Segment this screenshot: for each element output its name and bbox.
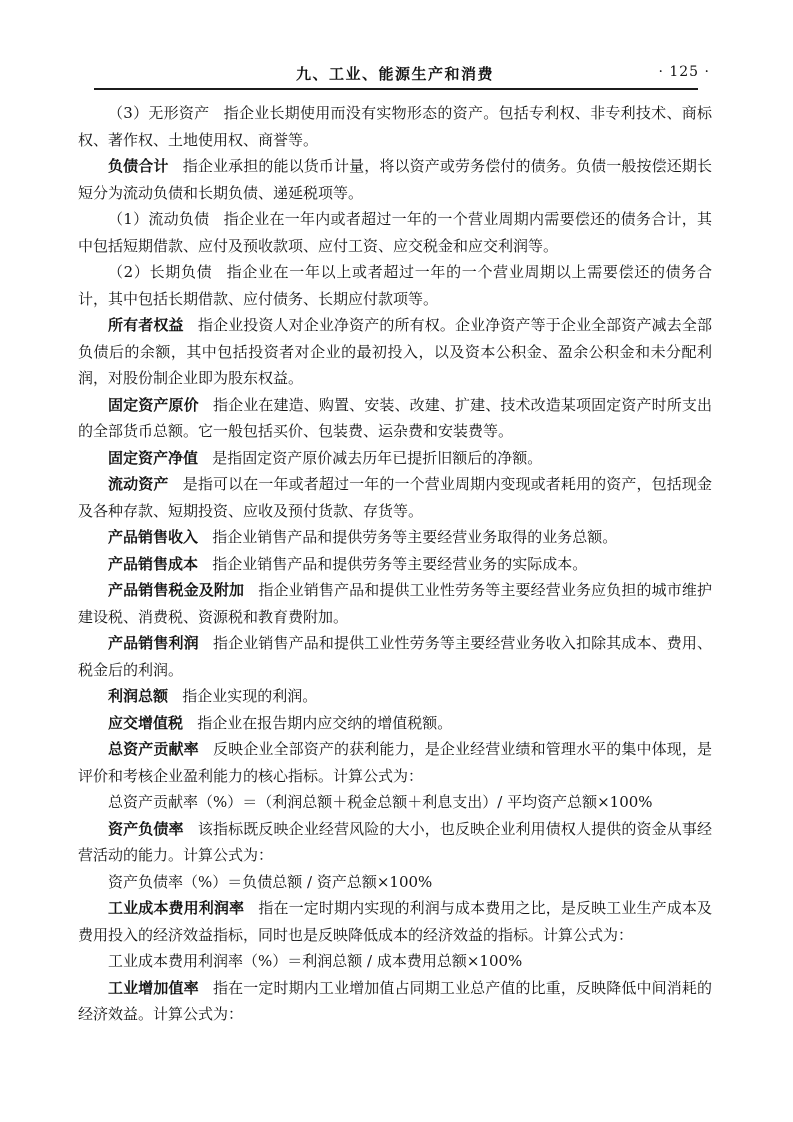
term-label: 流动资产 bbox=[108, 475, 169, 493]
term-label: 资产负债率 bbox=[108, 819, 184, 838]
term-label: 总资产贡献率 bbox=[108, 740, 199, 758]
term-definition: 指企业在一年以上或者超过一年的一个营业周期以上需要偿还的债务合计，其中包括长期借款、应付债务、长期应付款项等。 bbox=[78, 263, 712, 308]
definition-entry bbox=[78, 816, 712, 869]
definition-entry bbox=[78, 100, 712, 153]
definition-entry bbox=[78, 630, 712, 683]
term-definition: 指企业投资人对企业净资产的所有权。企业净资产等于企业全部资产减去全部负债后的余额，其中包括投资者对企业的最初投入，以及资本公积金、盈余公积金和未分配利润，对股份制企业即为股东权益。 bbox=[78, 316, 712, 387]
definition-entry bbox=[78, 259, 712, 312]
definition-entry bbox=[78, 710, 712, 737]
body-text bbox=[78, 100, 712, 1028]
term-definition: 指企业承担的能以货币计量，将以资产或劳务偿付的债务。负债一般按偿还期长短分为流动负债和长期负债、递延税项等。 bbox=[78, 157, 712, 202]
term-label: 固定资产原价 bbox=[108, 395, 199, 414]
definition-entry bbox=[78, 392, 712, 445]
formula-line: 总资产贡献率（%）＝（利润总额＋税金总额＋利息支出）/ 平均资产总额×100% bbox=[108, 793, 653, 811]
definition-entry bbox=[78, 206, 712, 259]
term-label: 产品销售税金及附加 bbox=[108, 581, 245, 599]
definition-entry bbox=[78, 577, 712, 630]
page-header bbox=[78, 63, 712, 85]
definition-entry bbox=[78, 524, 712, 551]
term-label: 应交增值税 bbox=[108, 713, 184, 732]
term-definition: 指企业在报告期内应交纳的增值税额。 bbox=[197, 713, 453, 732]
term-label: 工业增加值率 bbox=[108, 978, 199, 997]
term-definition: 指企业实现的利润。 bbox=[182, 687, 318, 705]
term-label: 固定资产净值 bbox=[108, 448, 199, 467]
term-definition: 指在一定时期内实现的利润与成本费用之比，是反映工业生产成本及费用投入的经济效益指标，同时也是反映降低成本的经济效益的指标。计算公式为： bbox=[78, 899, 712, 944]
formula-line: 资产负债率（%）＝负债总额 / 资产总额×100% bbox=[108, 872, 433, 891]
header-rule bbox=[94, 88, 698, 90]
term-label: 产品销售收入 bbox=[108, 528, 199, 546]
term-label: （1）流动负债 bbox=[108, 210, 210, 228]
term-label: 所有者权益 bbox=[108, 316, 184, 334]
term-definition: 指企业在一年内或者超过一年的一个营业周期内需要偿还的债务合计，其中包括短期借款、应付及预收款项、应付工资、应交税金和应交利润等。 bbox=[78, 210, 712, 255]
term-definition: 指企业在建造、购置、安装、改建、扩建、技术改造某项固定资产时所支出的全部货币总额。它一般包括买价、包装费、运杂费和安装费等。 bbox=[78, 395, 712, 440]
term-label: 利润总额 bbox=[108, 687, 169, 705]
term-definition: 指企业销售产品和提供工业性劳务等主要经营业务应负担的城市维护建设税、消费税、资源税和教育费附加。 bbox=[78, 581, 712, 626]
term-label: 产品销售成本 bbox=[108, 554, 199, 573]
definition-entry bbox=[78, 153, 712, 206]
term-definition: 指在一定时期内工业增加值占同期工业总产值的比重，反映降低中间消耗的经济效益。计算公式为： bbox=[78, 978, 712, 1023]
definition-entry bbox=[78, 551, 712, 578]
term-definition: 指企业销售产品和提供劳务等主要经营业务取得的业务总额。 bbox=[212, 528, 618, 546]
definition-entry bbox=[78, 975, 712, 1028]
running-header-title: 九、工业、能源生产和消费 bbox=[295, 65, 495, 83]
definition-entry bbox=[78, 312, 712, 392]
term-definition: 反映企业全部资产的获利能力，是企业经营业绩和管理水平的集中体现，是评价和考核企业盈利能力的核心指标。计算公式为： bbox=[78, 740, 712, 785]
term-label: 产品销售利润 bbox=[108, 634, 199, 652]
term-definition: 指企业销售产品和提供劳务等主要经营业务的实际成本。 bbox=[212, 554, 588, 573]
term-label: （3）无形资产 bbox=[108, 104, 210, 122]
term-definition: 是指可以在一年或者超过一年的一个营业周期内变现或者耗用的资产，包括现金及各种存款、短期投资、应收及预付货款、存货等。 bbox=[78, 475, 712, 520]
term-label: （2）长期负债 bbox=[108, 263, 213, 281]
term-definition: 指企业销售产品和提供工业性劳务等主要经营业务收入扣除其成本、费用、税金后的利润。 bbox=[78, 634, 712, 679]
definition-entry bbox=[78, 895, 712, 948]
term-definition: 指企业长期使用而没有实物形态的资产。包括专利权、非专利技术、商标权、著作权、土地使用权、商誉等。 bbox=[78, 104, 712, 149]
definition-entry bbox=[78, 471, 712, 524]
formula-line: 工业成本费用利润率（%）＝利润总额 / 成本费用总额×100% bbox=[108, 952, 523, 970]
term-definition: 该指标既反映企业经营风险的大小，也反映企业利用债权人提供的资金从事经营活动的能力。计算公式为： bbox=[78, 819, 712, 864]
term-label: 负债合计 bbox=[108, 157, 169, 175]
term-label: 工业成本费用利润率 bbox=[108, 899, 245, 917]
definition-entry bbox=[78, 736, 712, 789]
term-definition: 是指固定资产原价减去历年已提折旧额后的净额。 bbox=[212, 448, 543, 467]
page-number: · 125 · bbox=[658, 64, 710, 80]
definition-entry bbox=[78, 683, 712, 710]
definition-entry bbox=[78, 445, 712, 472]
